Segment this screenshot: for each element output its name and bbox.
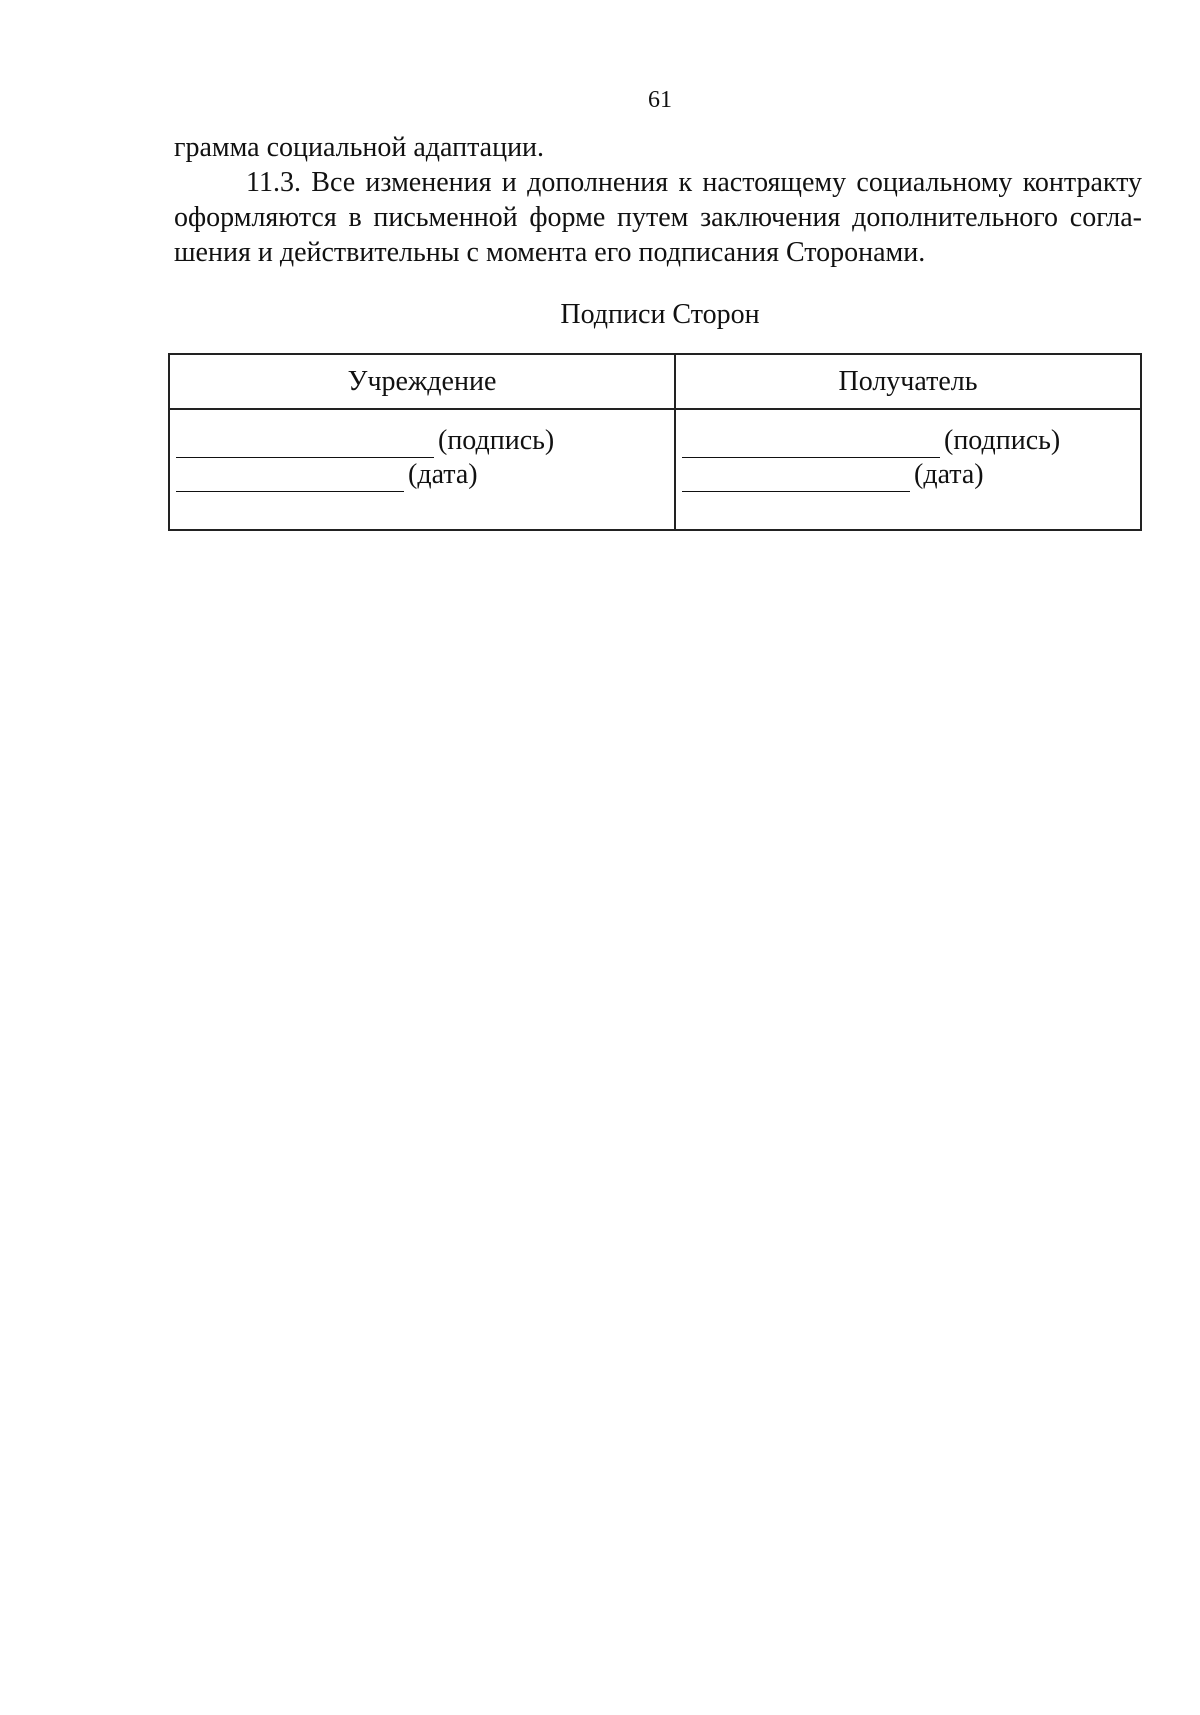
institution-header-cell xyxy=(170,355,676,410)
institution-date-label: (дата) xyxy=(408,459,478,490)
recipient-date-blank xyxy=(682,465,910,492)
institution-date-blank xyxy=(176,465,404,492)
recipient-header: Получатель xyxy=(838,365,978,397)
recipient-date-label: (дата) xyxy=(914,459,984,490)
page-number: 61 xyxy=(648,87,672,113)
institution-date-line xyxy=(176,458,674,492)
institution-signature-line xyxy=(176,424,674,458)
signatures-table xyxy=(168,353,1142,531)
recipient-signature-label: (подпись) xyxy=(944,425,1061,456)
clause-11-3-line-2: оформляются в письменной форме путем заключения дополнительного согла- xyxy=(174,202,1142,233)
institution-header: Учреждение xyxy=(347,365,497,397)
signatures-title: Подписи Сторон xyxy=(560,299,760,330)
recipient-signature-blank xyxy=(682,431,940,458)
recipient-header-cell xyxy=(676,355,1140,410)
clause-11-3-line-3: шения и действительны с момента его подписания Сторонами. xyxy=(174,237,926,268)
paragraph-continuation-line: грамма социальной адаптации. xyxy=(174,132,545,163)
institution-signature-label: (подпись) xyxy=(438,425,555,456)
recipient-date-line xyxy=(682,458,1140,492)
institution-signature-cell xyxy=(170,410,676,529)
body-text xyxy=(174,130,1142,270)
institution-signature-blank xyxy=(176,431,434,458)
recipient-signature-line xyxy=(682,424,1140,458)
recipient-signature-cell xyxy=(676,410,1140,529)
clause-11-3-line-1: 11.3. Все изменения и дополнения к настоящему социальному контракту xyxy=(246,167,1142,198)
